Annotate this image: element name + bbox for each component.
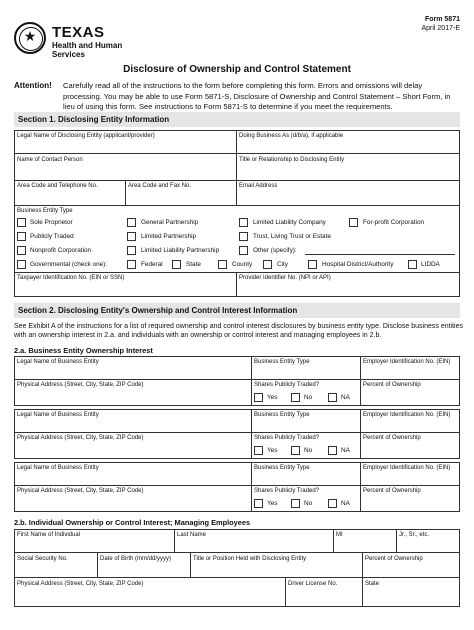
entity3-address-field[interactable]: Physical Address (Street, City, State, ZIP Code) xyxy=(17,488,144,494)
form-number: Form 5871 xyxy=(424,16,460,23)
entity2-shares-label: Shares Publicly Traded? xyxy=(254,435,320,441)
individual-block-1 xyxy=(14,529,460,607)
fax-field[interactable]: Area Code and Fax No. xyxy=(128,183,192,189)
star-icon: ★ xyxy=(23,28,37,44)
limited-partnership-label: Limited Partnership xyxy=(141,233,197,240)
entity1-ein-field[interactable]: Employer Identification No. (EIN) xyxy=(363,359,451,365)
form-title: Disclosure of Ownership and Control Statement xyxy=(123,64,351,75)
limited-partnership-checkbox[interactable] xyxy=(127,232,136,241)
individual-position-field[interactable]: Title or Position Held with Disclosing Entity xyxy=(193,556,307,562)
entity2-percent-field[interactable]: Percent of Ownership xyxy=(363,435,421,441)
individual-mi-field[interactable]: MI xyxy=(336,532,343,538)
section1-header: Section 1. Disclosing Entity Information xyxy=(14,112,460,127)
state-label: State xyxy=(186,261,201,268)
city-label: City xyxy=(277,261,289,268)
individual-percent-field[interactable]: Percent of Ownership xyxy=(365,556,423,562)
sole-proprietor-checkbox[interactable] xyxy=(17,218,26,227)
entity2-yes-checkbox[interactable] xyxy=(254,446,263,455)
entity3-yes-label: Yes xyxy=(267,500,278,507)
entity1-yes-label: Yes xyxy=(267,394,278,401)
section2-header: Section 2. Disclosing Entity's Ownership and Control Interest Information xyxy=(14,303,460,318)
entity1-yes-checkbox[interactable] xyxy=(254,393,263,402)
other-label: Other (specify): xyxy=(253,247,297,254)
federal-checkbox[interactable] xyxy=(127,260,136,269)
entity1-no-label: No xyxy=(304,394,313,401)
entity2-yes-label: Yes xyxy=(267,447,278,454)
governmental-checkbox[interactable] xyxy=(17,260,26,269)
taxpayer-id-field[interactable]: Taxpayer Identification No. (EIN or SSN) xyxy=(17,275,125,281)
entity3-na-checkbox[interactable] xyxy=(328,499,337,508)
contact-title-field[interactable]: Title or Relationship to Disclosing Entity xyxy=(239,157,345,163)
entity3-na-label: NA xyxy=(341,500,350,507)
county-label: County xyxy=(232,261,253,268)
entity3-no-label: No xyxy=(304,500,313,507)
publicly-traded-label: Publicly Traded xyxy=(30,233,74,240)
hospital-district-label: Hospital District/Authority xyxy=(322,261,394,268)
general-partnership-label: General Partnership xyxy=(141,219,199,226)
entity-type-label: Business Entity Type xyxy=(17,208,73,214)
llc-label: Limited Liability Company xyxy=(253,219,326,226)
publicly-traded-checkbox[interactable] xyxy=(17,232,26,241)
other-checkbox[interactable] xyxy=(239,246,248,255)
individual-ssn-field[interactable]: Social Security No. xyxy=(17,556,68,562)
general-partnership-checkbox[interactable] xyxy=(127,218,136,227)
individual-address-field[interactable]: Physical Address (Street, City, State, ZIP Code) xyxy=(17,581,144,587)
form-date: April 2017-E xyxy=(421,25,460,32)
federal-label: Federal xyxy=(141,261,163,268)
entity2-type-field[interactable]: Business Entity Type xyxy=(254,412,310,418)
entity2-address-field[interactable]: Physical Address (Street, City, State, ZIP Code) xyxy=(17,435,144,441)
org-name-texas: TEXAS xyxy=(52,24,105,41)
lidda-checkbox[interactable] xyxy=(408,260,417,269)
attention-text: Carefully read all of the instructions to the form before completing this form. Errors and omissions will delay processing. You may be able to use Form 5871-S, Disclosure of Ownership and Control Statement – Short Form, in lieu of using this form. See instructions to Form 5871-S to determine if you meet the requirements. xyxy=(63,81,451,112)
entity2-ein-field[interactable]: Employer Identification No. (EIN) xyxy=(363,412,451,418)
entity2-legal-name-field[interactable]: Legal Name of Business Entity xyxy=(17,412,99,418)
entity1-na-label: NA xyxy=(341,394,350,401)
entity3-percent-field[interactable]: Percent of Ownership xyxy=(363,488,421,494)
entity3-yes-checkbox[interactable] xyxy=(254,499,263,508)
for-profit-label: For-profit Corporation xyxy=(363,219,425,226)
llp-checkbox[interactable] xyxy=(127,246,136,255)
entity1-type-field[interactable]: Business Entity Type xyxy=(254,359,310,365)
individual-last-name-field[interactable]: Last Name xyxy=(177,532,207,538)
individual-dob-field[interactable]: Date of Birth (mm/dd/yyyy) xyxy=(100,556,172,562)
entity1-na-checkbox[interactable] xyxy=(328,393,337,402)
nonprofit-checkbox[interactable] xyxy=(17,246,26,255)
llp-label: Limited Liability Partnership xyxy=(141,247,220,254)
legal-name-field[interactable]: Legal Name of Disclosing Entity (applicant/provider) xyxy=(17,133,155,139)
individual-suffix-field[interactable]: Jr., Sr., etc. xyxy=(399,532,430,538)
entity1-shares-label: Shares Publicly Traded? xyxy=(254,382,320,388)
contact-name-field[interactable]: Name of Contact Person xyxy=(17,157,83,163)
entity3-legal-name-field[interactable]: Legal Name of Business Entity xyxy=(17,465,99,471)
entity2-na-label: NA xyxy=(341,447,350,454)
entity2-no-label: No xyxy=(304,447,313,454)
entity3-no-checkbox[interactable] xyxy=(291,499,300,508)
trust-label: Trust, Living Trust or Estate xyxy=(253,233,331,240)
entity3-type-field[interactable]: Business Entity Type xyxy=(254,465,310,471)
lidda-label: LIDDA xyxy=(421,261,440,268)
trust-checkbox[interactable] xyxy=(239,232,248,241)
entity1-legal-name-field[interactable]: Legal Name of Business Entity xyxy=(17,359,99,365)
section2-intro: See Exhibit A of the instructions for a list of required ownership and control interest disclosures by business entity type. Disclose business entities with an ownership interest in 2.a. and individuals with an ownership or control interest and managing employees in 2.b. xyxy=(14,323,464,340)
governmental-label: Governmental (check one): xyxy=(30,261,108,268)
entity2-no-checkbox[interactable] xyxy=(291,446,300,455)
org-name-hhs: Health and Human Services xyxy=(52,41,123,59)
dba-field[interactable]: Doing Business As (d/b/a), if applicable xyxy=(239,133,344,139)
section2a-header: 2.a. Business Entity Ownership Interest xyxy=(14,346,153,355)
for-profit-checkbox[interactable] xyxy=(349,218,358,227)
entity3-shares-label: Shares Publicly Traded? xyxy=(254,488,320,494)
state-checkbox[interactable] xyxy=(172,260,181,269)
phone-field[interactable]: Area Code and Telephone No. xyxy=(17,183,98,189)
provider-id-field[interactable]: Provider Identifier No. (NPI or API) xyxy=(239,275,331,281)
entity3-ein-field[interactable]: Employer Identification No. (EIN) xyxy=(363,465,451,471)
llc-checkbox[interactable] xyxy=(239,218,248,227)
entity1-address-field[interactable]: Physical Address (Street, City, State, ZIP Code) xyxy=(17,382,144,388)
entity2-na-checkbox[interactable] xyxy=(328,446,337,455)
nonprofit-label: Nonprofit Corporation xyxy=(30,247,92,254)
individual-driver-license-field[interactable]: Driver License No. xyxy=(288,581,338,587)
sole-proprietor-label: Sole Proprietor xyxy=(30,219,73,226)
hospital-district-checkbox[interactable] xyxy=(308,260,317,269)
individual-first-name-field[interactable]: First Name of Individual xyxy=(17,532,81,538)
county-checkbox[interactable] xyxy=(218,260,227,269)
entity1-percent-field[interactable]: Percent of Ownership xyxy=(363,382,421,388)
attention-label: Attention! xyxy=(14,81,52,90)
section2b-header: 2.b. Individual Ownership or Control Interest; Managing Employees xyxy=(14,518,251,527)
city-checkbox[interactable] xyxy=(263,260,272,269)
entity1-no-checkbox[interactable] xyxy=(291,393,300,402)
individual-state-field[interactable]: State xyxy=(365,581,380,587)
other-specify-line[interactable] xyxy=(305,254,455,255)
email-field[interactable]: Email Address xyxy=(239,183,278,189)
